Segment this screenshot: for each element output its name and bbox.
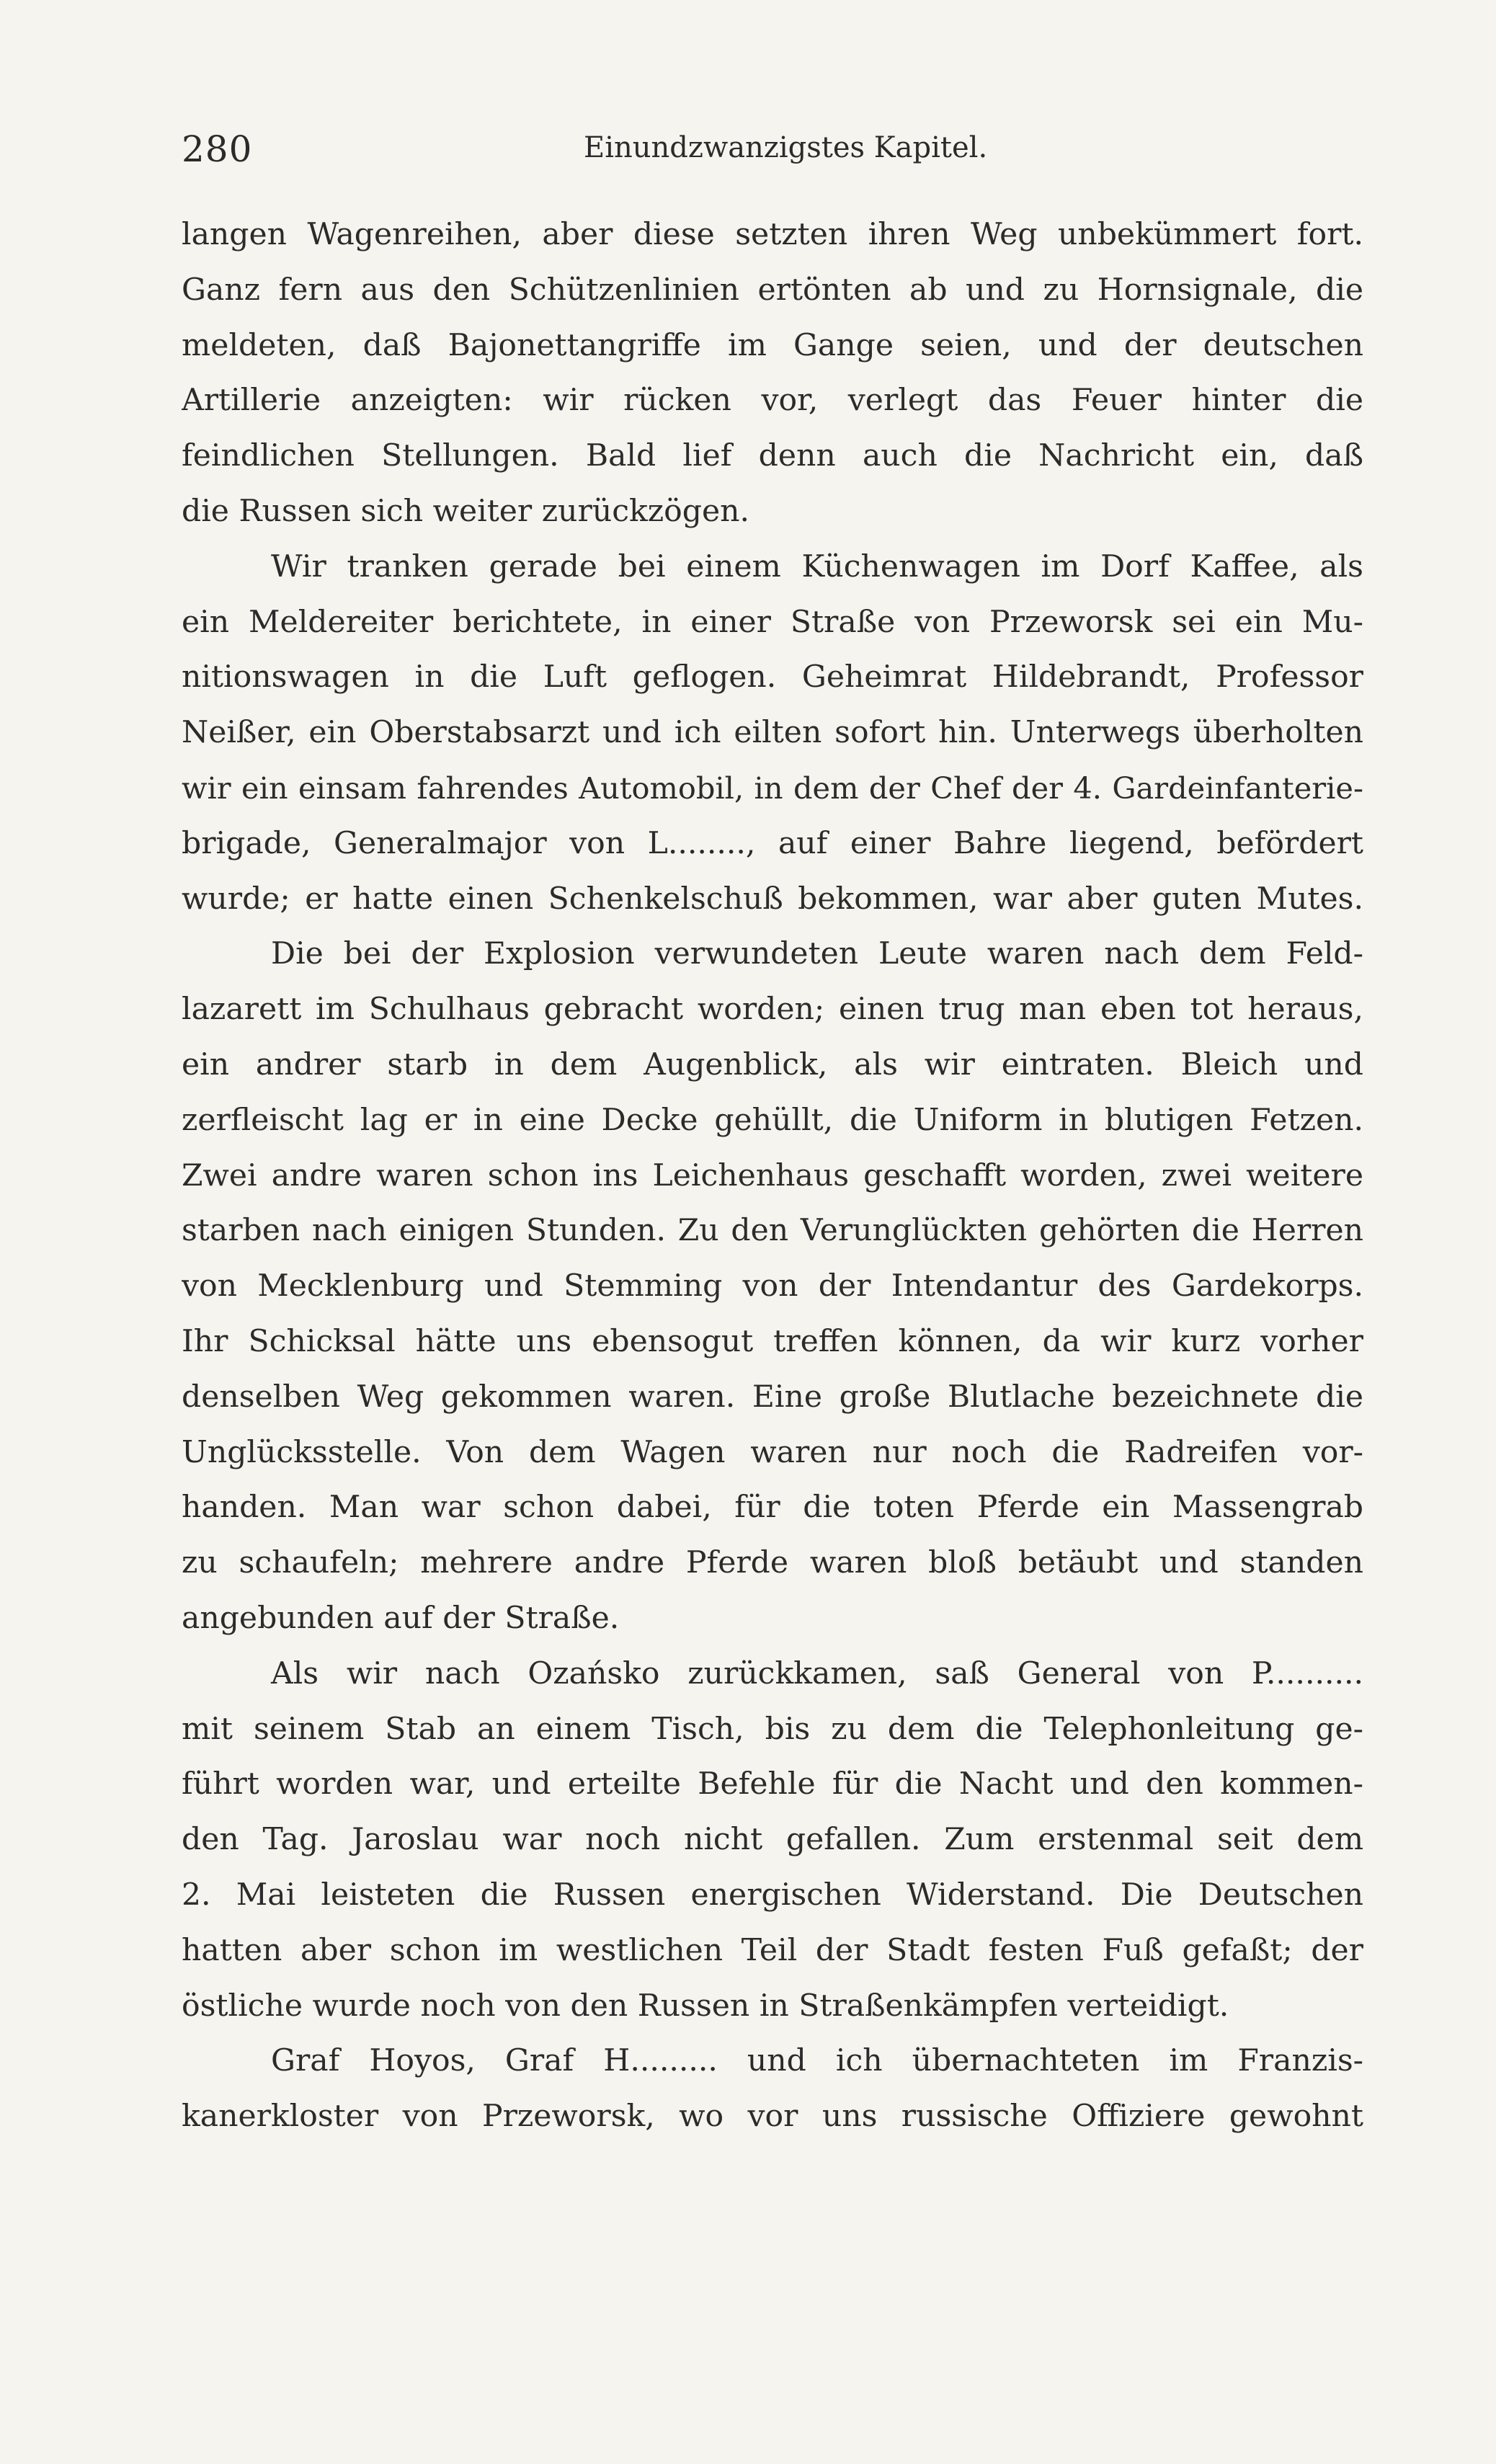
text-line: Zwei andre waren schon ins Leichenhaus geschafft worden, zwei weitere: [182, 1157, 1363, 1193]
text-line: wir ein einsam fahrendes Automobil, in dem der Chef der 4. Gardeinfanterie-: [182, 770, 1363, 806]
body-text: [182, 208, 1363, 2145]
text-line: Artillerie anzeigten: wir rücken vor, verlegt das Feuer hinter die: [182, 383, 1363, 419]
text-line: Ihr Schicksal hätte uns ebensogut treffen können, da wir kurz vorher: [182, 1323, 1363, 1359]
text-line: meldeten, daß Bajonettangriffe im Gange seien, und der deutschen: [182, 327, 1363, 363]
text-line: kanerkloster von Przeworsk, wo vor uns russische Offiziere gewohnt: [182, 2099, 1363, 2135]
text-line: nitionswagen in die Luft geflogen. Geheimrat Hildebrandt, Professor: [182, 659, 1363, 695]
text-line: langen Wagenreihen, aber diese setzten ihren Weg unbekümmert fort.: [182, 217, 1363, 252]
text-line: Ganz fern aus den Schützenlinien ertönten ab und zu Hornsignale, die: [182, 272, 1363, 308]
text-line: lazarett im Schulhaus gebracht worden; einen trug man eben tot heraus,: [182, 992, 1363, 1028]
text-line: den Tag. Jaroslau war noch nicht gefallen. Zum erstenmal seit dem: [182, 1822, 1363, 1858]
text-line: Wir tranken gerade bei einem Küchenwagen im Dorf Kaffee, als: [271, 548, 1363, 584]
text-line: feindlichen Stellungen. Bald lief denn auch die Nachricht ein, daß: [182, 438, 1363, 474]
text-line: führt worden war, und erteilte Befehle für die Nacht und den kommen-: [182, 1766, 1363, 1802]
text-line: denselben Weg gekommen waren. Eine große Blutlache bezeichnete die: [182, 1379, 1363, 1415]
text-line: mit seinem Stab an einem Tisch, bis zu dem die Telephonleitung ge-: [182, 1711, 1363, 1747]
text-line: brigade, Generalmajor von L........, auf einer Bahre liegend, befördert: [182, 825, 1363, 861]
text-line: östliche wurde noch von den Russen in Straßenkämpfen verteidigt.: [182, 1988, 1229, 2024]
text-line: starben nach einigen Stunden. Zu den Verunglückten gehörten die Herren: [182, 1213, 1363, 1249]
text-line: angebunden auf der Straße.: [182, 1600, 620, 1636]
text-line: 2. Mai leisteten die Russen energischen Widerstand. Die Deutschen: [182, 1877, 1363, 1913]
text-line: Neißer, ein Oberstabsarzt und ich eilten sofort hin. Unterwegs überholten: [182, 715, 1363, 751]
running-head: Einundzwanzigstes Kapitel.: [584, 131, 988, 164]
text-line: ein Meldereiter berichtete, in einer Straße von Przeworsk sei ein Mu-: [182, 604, 1363, 640]
page-number: 280: [182, 128, 253, 170]
text-line: wurde; er hatte einen Schenkelschuß bekommen, war aber guten Mutes.: [182, 881, 1363, 917]
text-line: Als wir nach Ozańsko zurückkamen, saß General von P..........: [271, 1655, 1363, 1691]
text-line: ein andrer starb in dem Augenblick, als wir eintraten. Bleich und: [182, 1046, 1363, 1082]
text-line: von Mecklenburg und Stemming von der Intendantur des Gardekorps.: [182, 1268, 1363, 1304]
text-line: Unglücksstelle. Von dem Wagen waren nur noch die Radreifen vor-: [182, 1434, 1363, 1470]
text-line: handen. Man war schon dabei, für die toten Pferde ein Massengrab: [182, 1490, 1363, 1526]
text-line: hatten aber schon im westlichen Teil der Stadt festen Fuß gefaßt; der: [182, 1932, 1363, 1968]
text-line: Graf Hoyos, Graf H......... und ich übernachteten im Franzis-: [271, 2043, 1363, 2079]
text-line: zu schaufeln; mehrere andre Pferde waren bloß betäubt und standen: [182, 1545, 1363, 1581]
text-line: die Russen sich weiter zurückzögen.: [182, 493, 749, 529]
text-line: zerfleischt lag er in eine Decke gehüllt, die Uniform in blutigen Fetzen.: [182, 1102, 1363, 1138]
page-header: [182, 123, 1363, 173]
text-line: Die bei der Explosion verwundeten Leute waren nach dem Feld-: [271, 936, 1363, 972]
